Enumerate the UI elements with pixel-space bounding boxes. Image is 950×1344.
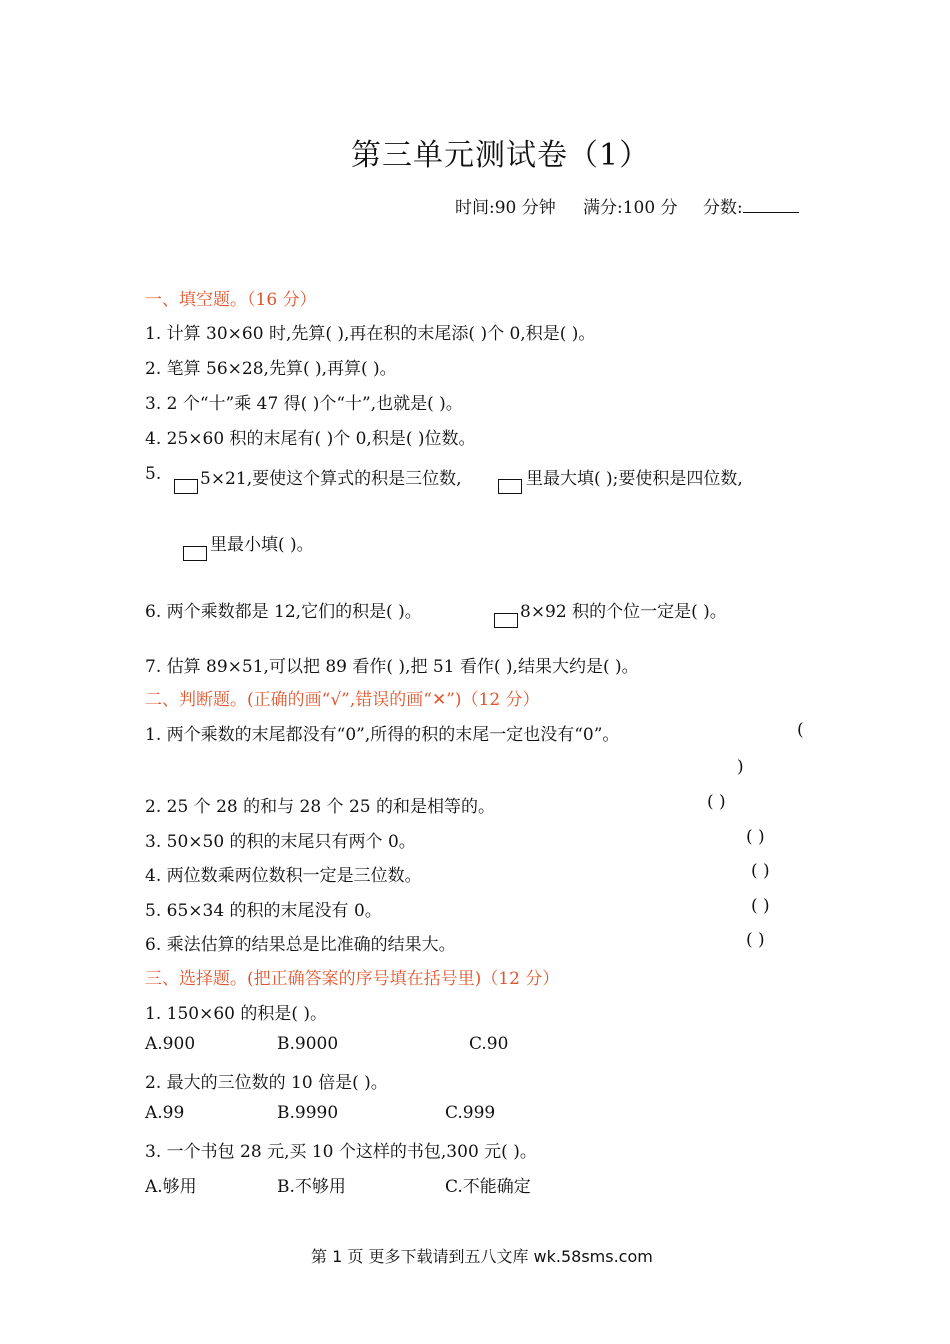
section2-question-2: 2. 25 个 28 的和与 28 个 25 的和是相等的。 bbox=[145, 797, 495, 817]
option-c[interactable]: C.999 bbox=[445, 1103, 496, 1123]
section3-question-3: 3. 一个书包 28 元,买 10 个这样的书包,300 元( )。 bbox=[145, 1142, 537, 1162]
answer-paren[interactable]: ( ) bbox=[707, 792, 726, 812]
section1-question-5-number: 5. bbox=[145, 464, 162, 484]
option-b[interactable]: B.9990 bbox=[277, 1103, 339, 1123]
digit-box[interactable] bbox=[183, 546, 207, 561]
full-score-info: 满分:100 分 bbox=[583, 198, 678, 218]
option-a[interactable]: A.够用 bbox=[145, 1177, 197, 1197]
score-blank[interactable] bbox=[743, 198, 799, 213]
answer-paren-open[interactable]: ( bbox=[797, 720, 804, 740]
option-c[interactable]: C.90 bbox=[469, 1034, 509, 1054]
section1-question-3: 3. 2 个“十”乘 47 得( )个“十”,也就是( )。 bbox=[145, 394, 463, 414]
section1-question-7: 7. 估算 89×51,可以把 89 看作( ),把 51 看作( ),结果大约是( )。 bbox=[145, 657, 639, 677]
section3-question-2: 2. 最大的三位数的 10 倍是( )。 bbox=[145, 1073, 388, 1093]
answer-paren[interactable]: ( ) bbox=[751, 861, 770, 881]
answer-paren[interactable]: ( ) bbox=[746, 827, 765, 847]
section1-question-2: 2. 笔算 56×28,先算( ),再算( )。 bbox=[145, 359, 397, 379]
option-b[interactable]: B.不够用 bbox=[277, 1177, 346, 1197]
section1-question-5-part-b: 里最大填( );要使积是四位数, bbox=[526, 469, 743, 489]
section1-question-5-part-a: 5×21,要使这个算式的积是三位数, bbox=[200, 469, 462, 489]
answer-paren-close[interactable]: ) bbox=[737, 757, 744, 777]
section1-question-6-part-a: 6. 两个乘数都是 12,它们的积是( )。 bbox=[145, 602, 422, 622]
answer-paren[interactable]: ( ) bbox=[751, 896, 770, 916]
section3-question-1: 1. 150×60 的积是( )。 bbox=[145, 1004, 328, 1024]
option-a[interactable]: A.99 bbox=[145, 1103, 185, 1123]
section2-question-3: 3. 50×50 的积的末尾只有两个 0。 bbox=[145, 832, 416, 852]
section2-title: 二、判断题。(正确的画“√”,错误的画“✕”)（12 分） bbox=[145, 690, 540, 710]
section1-question-5-part-c: 里最小填( )。 bbox=[210, 535, 314, 555]
section1-question-1: 1. 计算 30×60 时,先算( ),再在积的末尾添( )个 0,积是( )。 bbox=[145, 324, 596, 344]
digit-box[interactable] bbox=[174, 479, 198, 494]
answer-paren[interactable]: ( ) bbox=[746, 930, 765, 950]
option-c[interactable]: C.不能确定 bbox=[445, 1177, 531, 1197]
section2-question-1: 1. 两个乘数的末尾都没有“0”,所得的积的末尾一定也没有“0”。 bbox=[145, 725, 620, 745]
section2-question-6: 6. 乘法估算的结果总是比准确的结果大。 bbox=[145, 935, 456, 955]
option-b[interactable]: B.9000 bbox=[277, 1034, 339, 1054]
section2-question-4: 4. 两位数乘两位数积一定是三位数。 bbox=[145, 866, 422, 886]
section3-title: 三、选择题。(把正确答案的序号填在括号里)（12 分） bbox=[145, 969, 560, 989]
digit-box[interactable] bbox=[498, 479, 522, 494]
page-title: 第三单元测试卷（1） bbox=[351, 138, 651, 173]
score-label: 分数: bbox=[703, 193, 799, 218]
page-footer: 第 1 页 更多下载请到五八文库 wk.58sms.com bbox=[311, 1247, 653, 1266]
section1-question-6-part-b: 8×92 积的个位一定是( )。 bbox=[520, 602, 727, 622]
digit-box[interactable] bbox=[494, 613, 518, 628]
option-a[interactable]: A.900 bbox=[145, 1034, 196, 1054]
section1-title: 一、填空题。（16 分） bbox=[145, 290, 317, 310]
section2-question-5: 5. 65×34 的积的末尾没有 0。 bbox=[145, 901, 382, 921]
section1-question-4: 4. 25×60 积的末尾有( )个 0,积是( )位数。 bbox=[145, 429, 476, 449]
time-info: 时间:90 分钟 bbox=[455, 198, 556, 218]
